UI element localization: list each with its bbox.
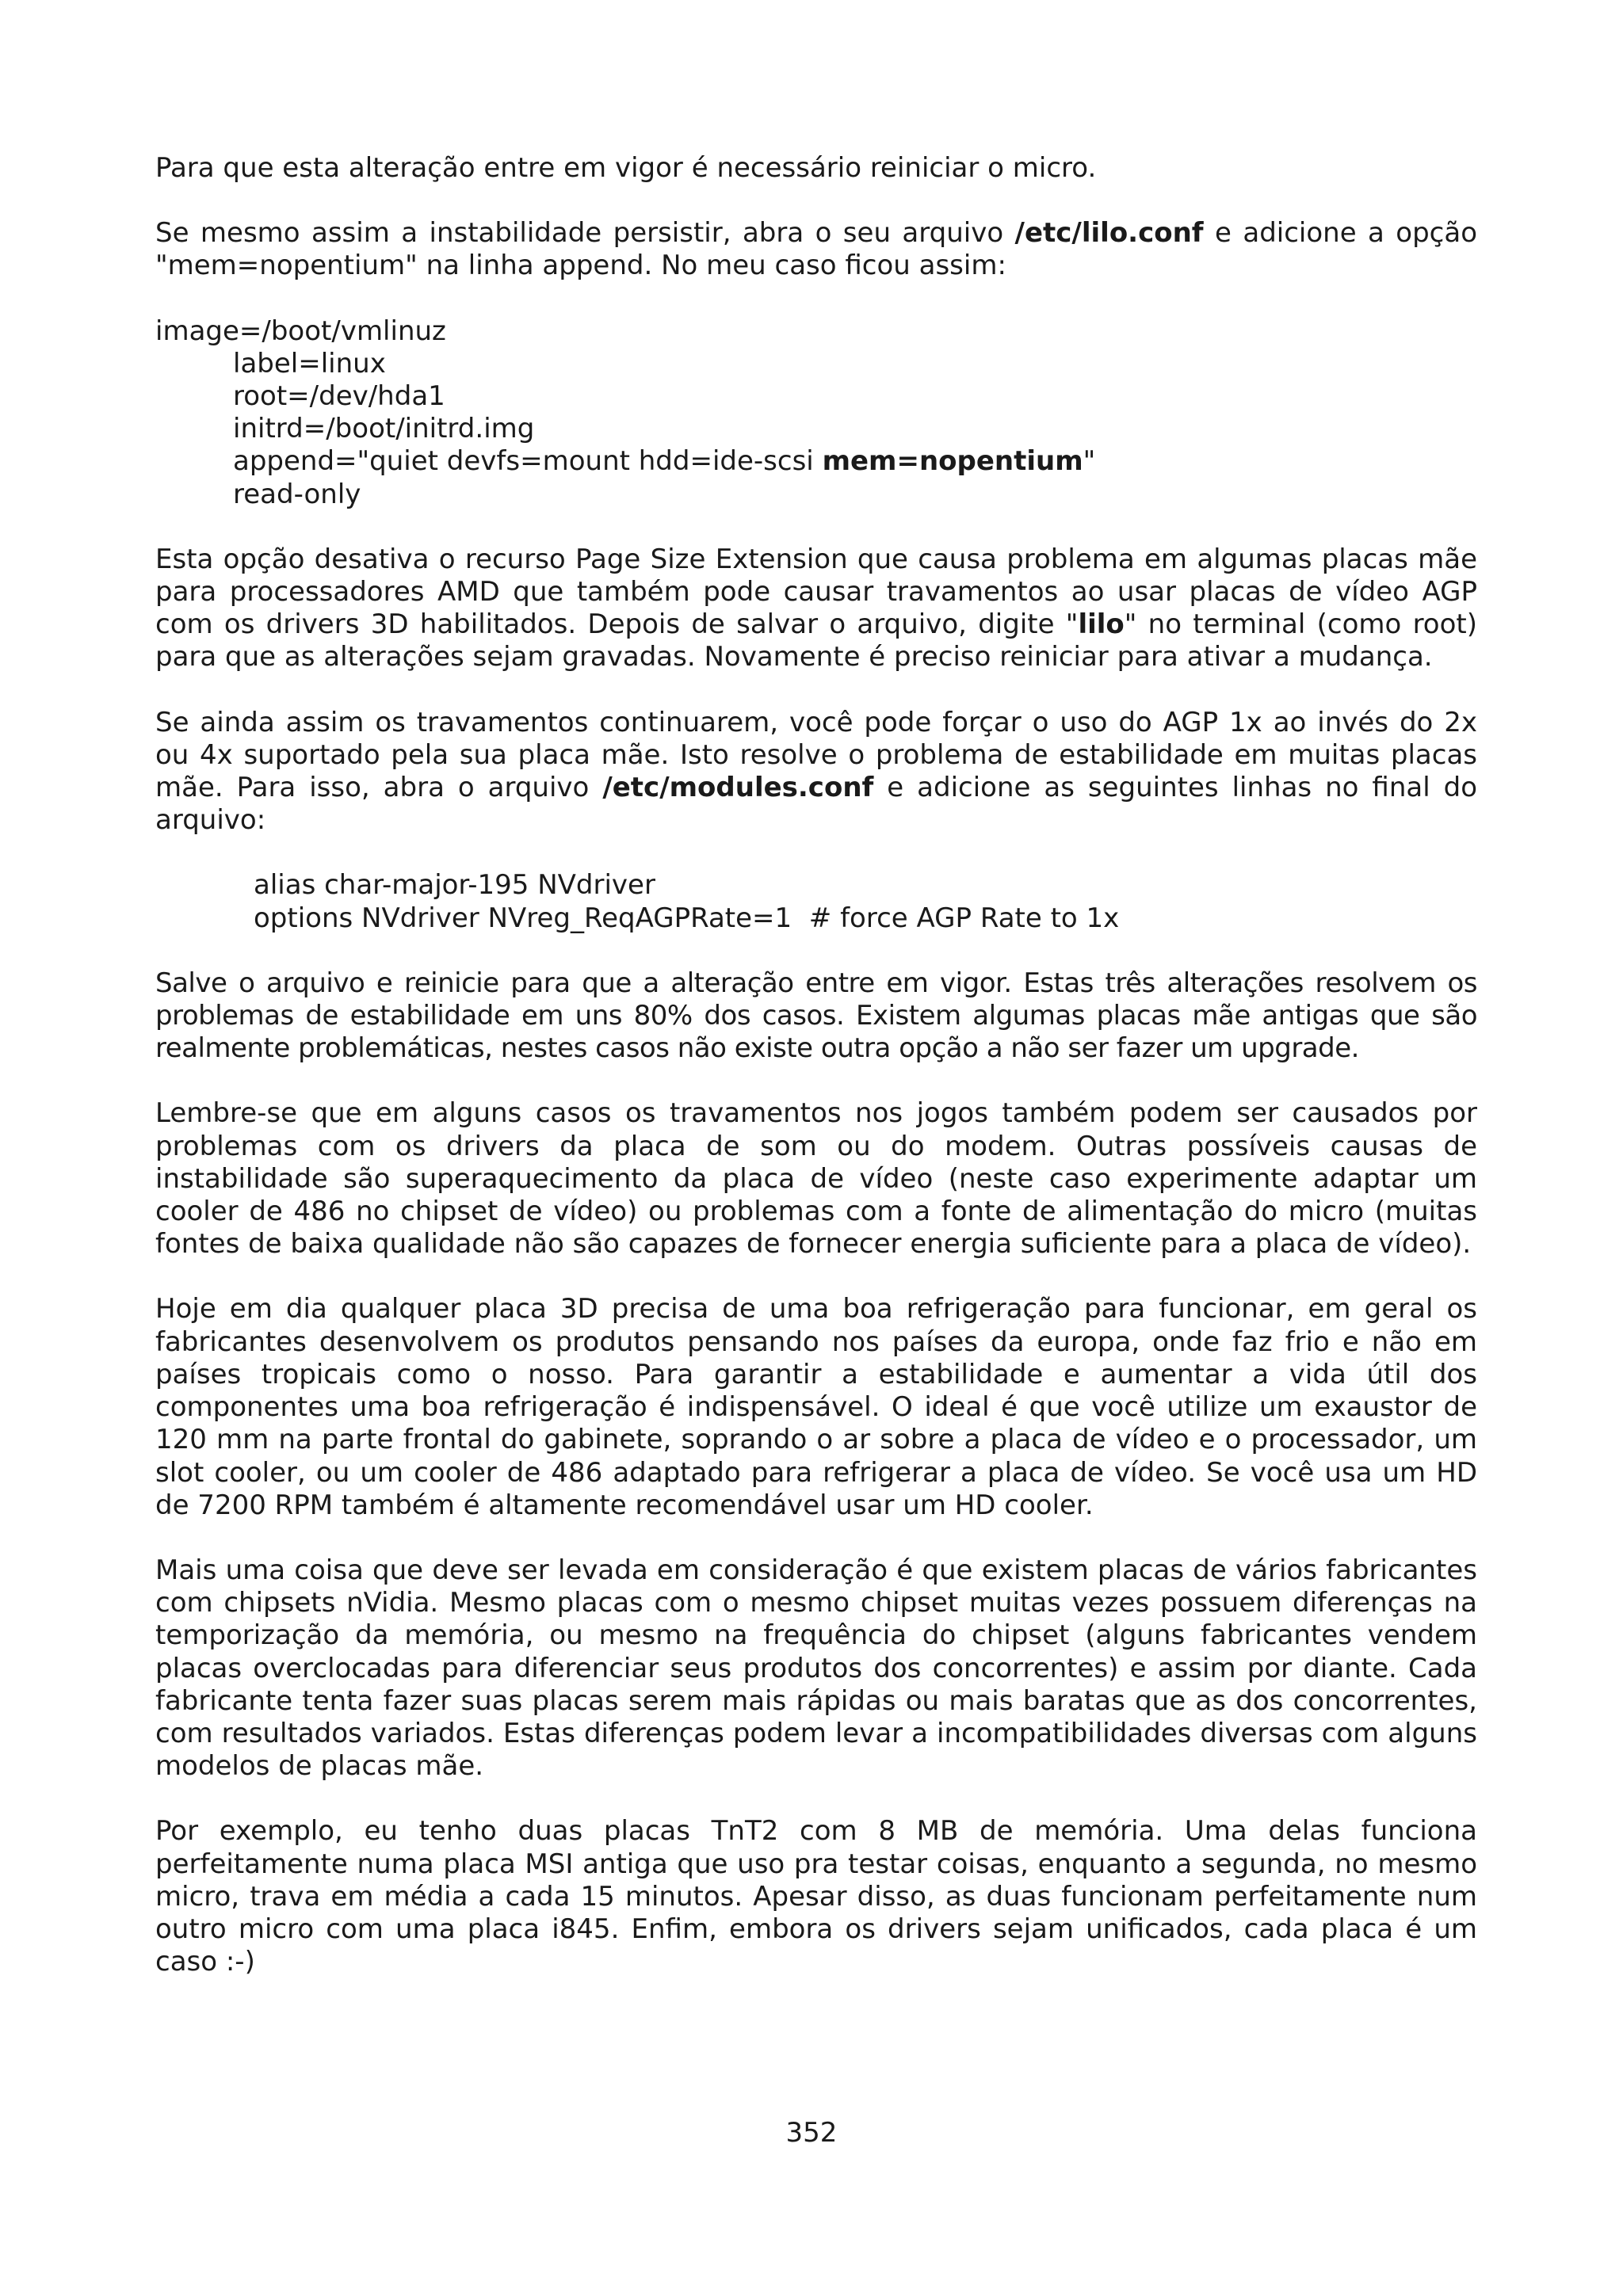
- document-page: [155, 152, 1477, 2011]
- paragraph-8: [155, 1554, 1477, 1783]
- paragraph-3-text-c: " no terminal (como root) para que as alterações sejam gravadas. Novamente é preciso reiniciar para ativar a mudança.: [155, 608, 1477, 673]
- lilo-command: lilo: [1078, 608, 1125, 641]
- lilo-config-block: [155, 315, 1477, 511]
- append-text-a: append="quiet devfs=mount hdd=ide-scsi: [233, 445, 823, 478]
- paragraph-7-text: Hoje em dia qualquer placa 3D precisa de uma boa refrigeração para funcionar, em geral os fabricantes desenvolvem os produtos pensando nos países da europa, onde faz frio e não em países tropicais como o nosso. Para garantir a estabilidade e aumentar a vida útil dos componentes uma boa refrigeração é indispensável. O ideal é que você utilize um exaustor de 120 mm na parte frontal do gabinete, soprando o ar sobre a placa de vídeo e o processador, um slot cooler, ou um cooler de 486 adaptado para refrigerar a placa de vídeo. Se você usa um HD de 7200 RPM também é altamente recomendável usar um HD cooler.: [155, 1293, 1477, 1521]
- paragraph-1-text: Para que esta alteração entre em vigor é necessário reiniciar o micro.: [155, 152, 1097, 184]
- modules-conf-path: /etc/modules.conf: [602, 772, 874, 804]
- paragraph-9-text: Por exemplo, eu tenho duas placas TnT2 com 8 MB de memória. Uma delas funciona perfeitamente numa placa MSI antiga que uso pra testar coisas, enquanto a segunda, no mesmo micro, trava em média a cada 15 minutos. Apesar disso, as duas funcionam perfeitamente num outro micro com uma placa i845. Enfim, embora os drivers sejam unificados, cada placa é um caso :-): [155, 1815, 1477, 1978]
- paragraph-6: [155, 1097, 1477, 1261]
- lilo-root-line: root=/dev/hda1: [233, 380, 445, 413]
- paragraph-3: [155, 543, 1477, 674]
- modules-config-block: [155, 869, 1477, 934]
- paragraph-5-text: Salve o arquivo e reinicie para que a alteração entre em vigor. Estas três alterações resolvem os problemas de estabilidade em uns 80% dos casos. Existem algumas placas mãe antigas que são realmente problemáticas, nestes casos não existe outra opção a não ser fazer um upgrade.: [155, 967, 1477, 1065]
- paragraph-4-text-c: e adicione as seguintes linhas no final do arquivo:: [155, 772, 1477, 837]
- mem-nopentium-option: mem=nopentium: [822, 445, 1083, 478]
- lilo-initrd-line: initrd=/boot/initrd.img: [233, 413, 535, 445]
- paragraph-2-text-a: Se mesmo assim a instabilidade persistir, abra o seu arquivo: [155, 217, 1015, 250]
- paragraph-9: [155, 1815, 1477, 1978]
- paragraph-4: [155, 707, 1477, 837]
- append-text-c: ": [1083, 445, 1096, 478]
- lilo-label-line: label=linux: [233, 347, 386, 379]
- paragraph-8-text: Mais uma coisa que deve ser levada em consideração é que existem placas de vários fabricantes com chipsets nVidia. Mesmo placas com o mesmo chipset muitas vezes possuem diferenças na temporização da memória, ou mesmo na frequência do chipset (alguns fabricantes vendem placas overclocadas para diferenciar seus produtos dos concorrentes) e assim por diante. Cada fabricante tenta fazer suas placas serem mais rápidas ou mais baratas que as dos concorrentes, com resultados variados. Estas diferenças podem levar a incompatibilidades diversas com alguns modelos de placas mãe.: [155, 1554, 1477, 1783]
- modules-alias-line: alias char-major-195 NVdriver: [254, 869, 655, 902]
- paragraph-5: [155, 967, 1477, 1066]
- paragraph-3-text-a: Esta opção desativa o recurso Page Size Extension que causa problema em algumas placas mãe para processadores AMD que também pode causar travamentos ao usar placas de vídeo AGP com os drivers 3D habilitados. Depois de salvar o arquivo, digite ": [155, 543, 1477, 641]
- modules-options-line: options NVdriver NVreg_ReqAGPRate=1 # force AGP Rate to 1x: [254, 902, 1120, 934]
- paragraph-2-text-c: e adicione a opção "mem=nopentium" na linha append. No meu caso ficou assim:: [155, 217, 1478, 282]
- paragraph-1: [155, 152, 1477, 185]
- lilo-conf-path: /etc/lilo.conf: [1014, 217, 1204, 250]
- paragraph-4-text-a: Se ainda assim os travamentos continuarem, você pode forçar o uso do AGP 1x ao invés do 2x ou 4x suportado pela sua placa mãe. Isto resolve o problema de estabilidade em muitas placas mãe. Para isso, abra o arquivo: [155, 706, 1477, 804]
- lilo-image-line: image=/boot/vmlinuz: [155, 315, 446, 347]
- paragraph-7: [155, 1293, 1477, 1521]
- lilo-readonly-line: read-only: [233, 478, 361, 510]
- paragraph-2: [155, 217, 1477, 282]
- paragraph-6-text: Lembre-se que em alguns casos os travamentos nos jogos também podem ser causados por problemas com os drivers da placa de som ou do modem. Outras possíveis causas de instabilidade são superaquecimento da placa de vídeo (neste caso experimente adaptar um cooler de 486 no chipset de vídeo) ou problemas com a fonte de alimentação do micro (muitas fontes de baixa qualidade não são capazes de fornecer energia suficiente para a placa de vídeo).: [155, 1097, 1477, 1261]
- page-number: 352: [785, 2117, 838, 2149]
- lilo-append-line: [155, 445, 1477, 478]
